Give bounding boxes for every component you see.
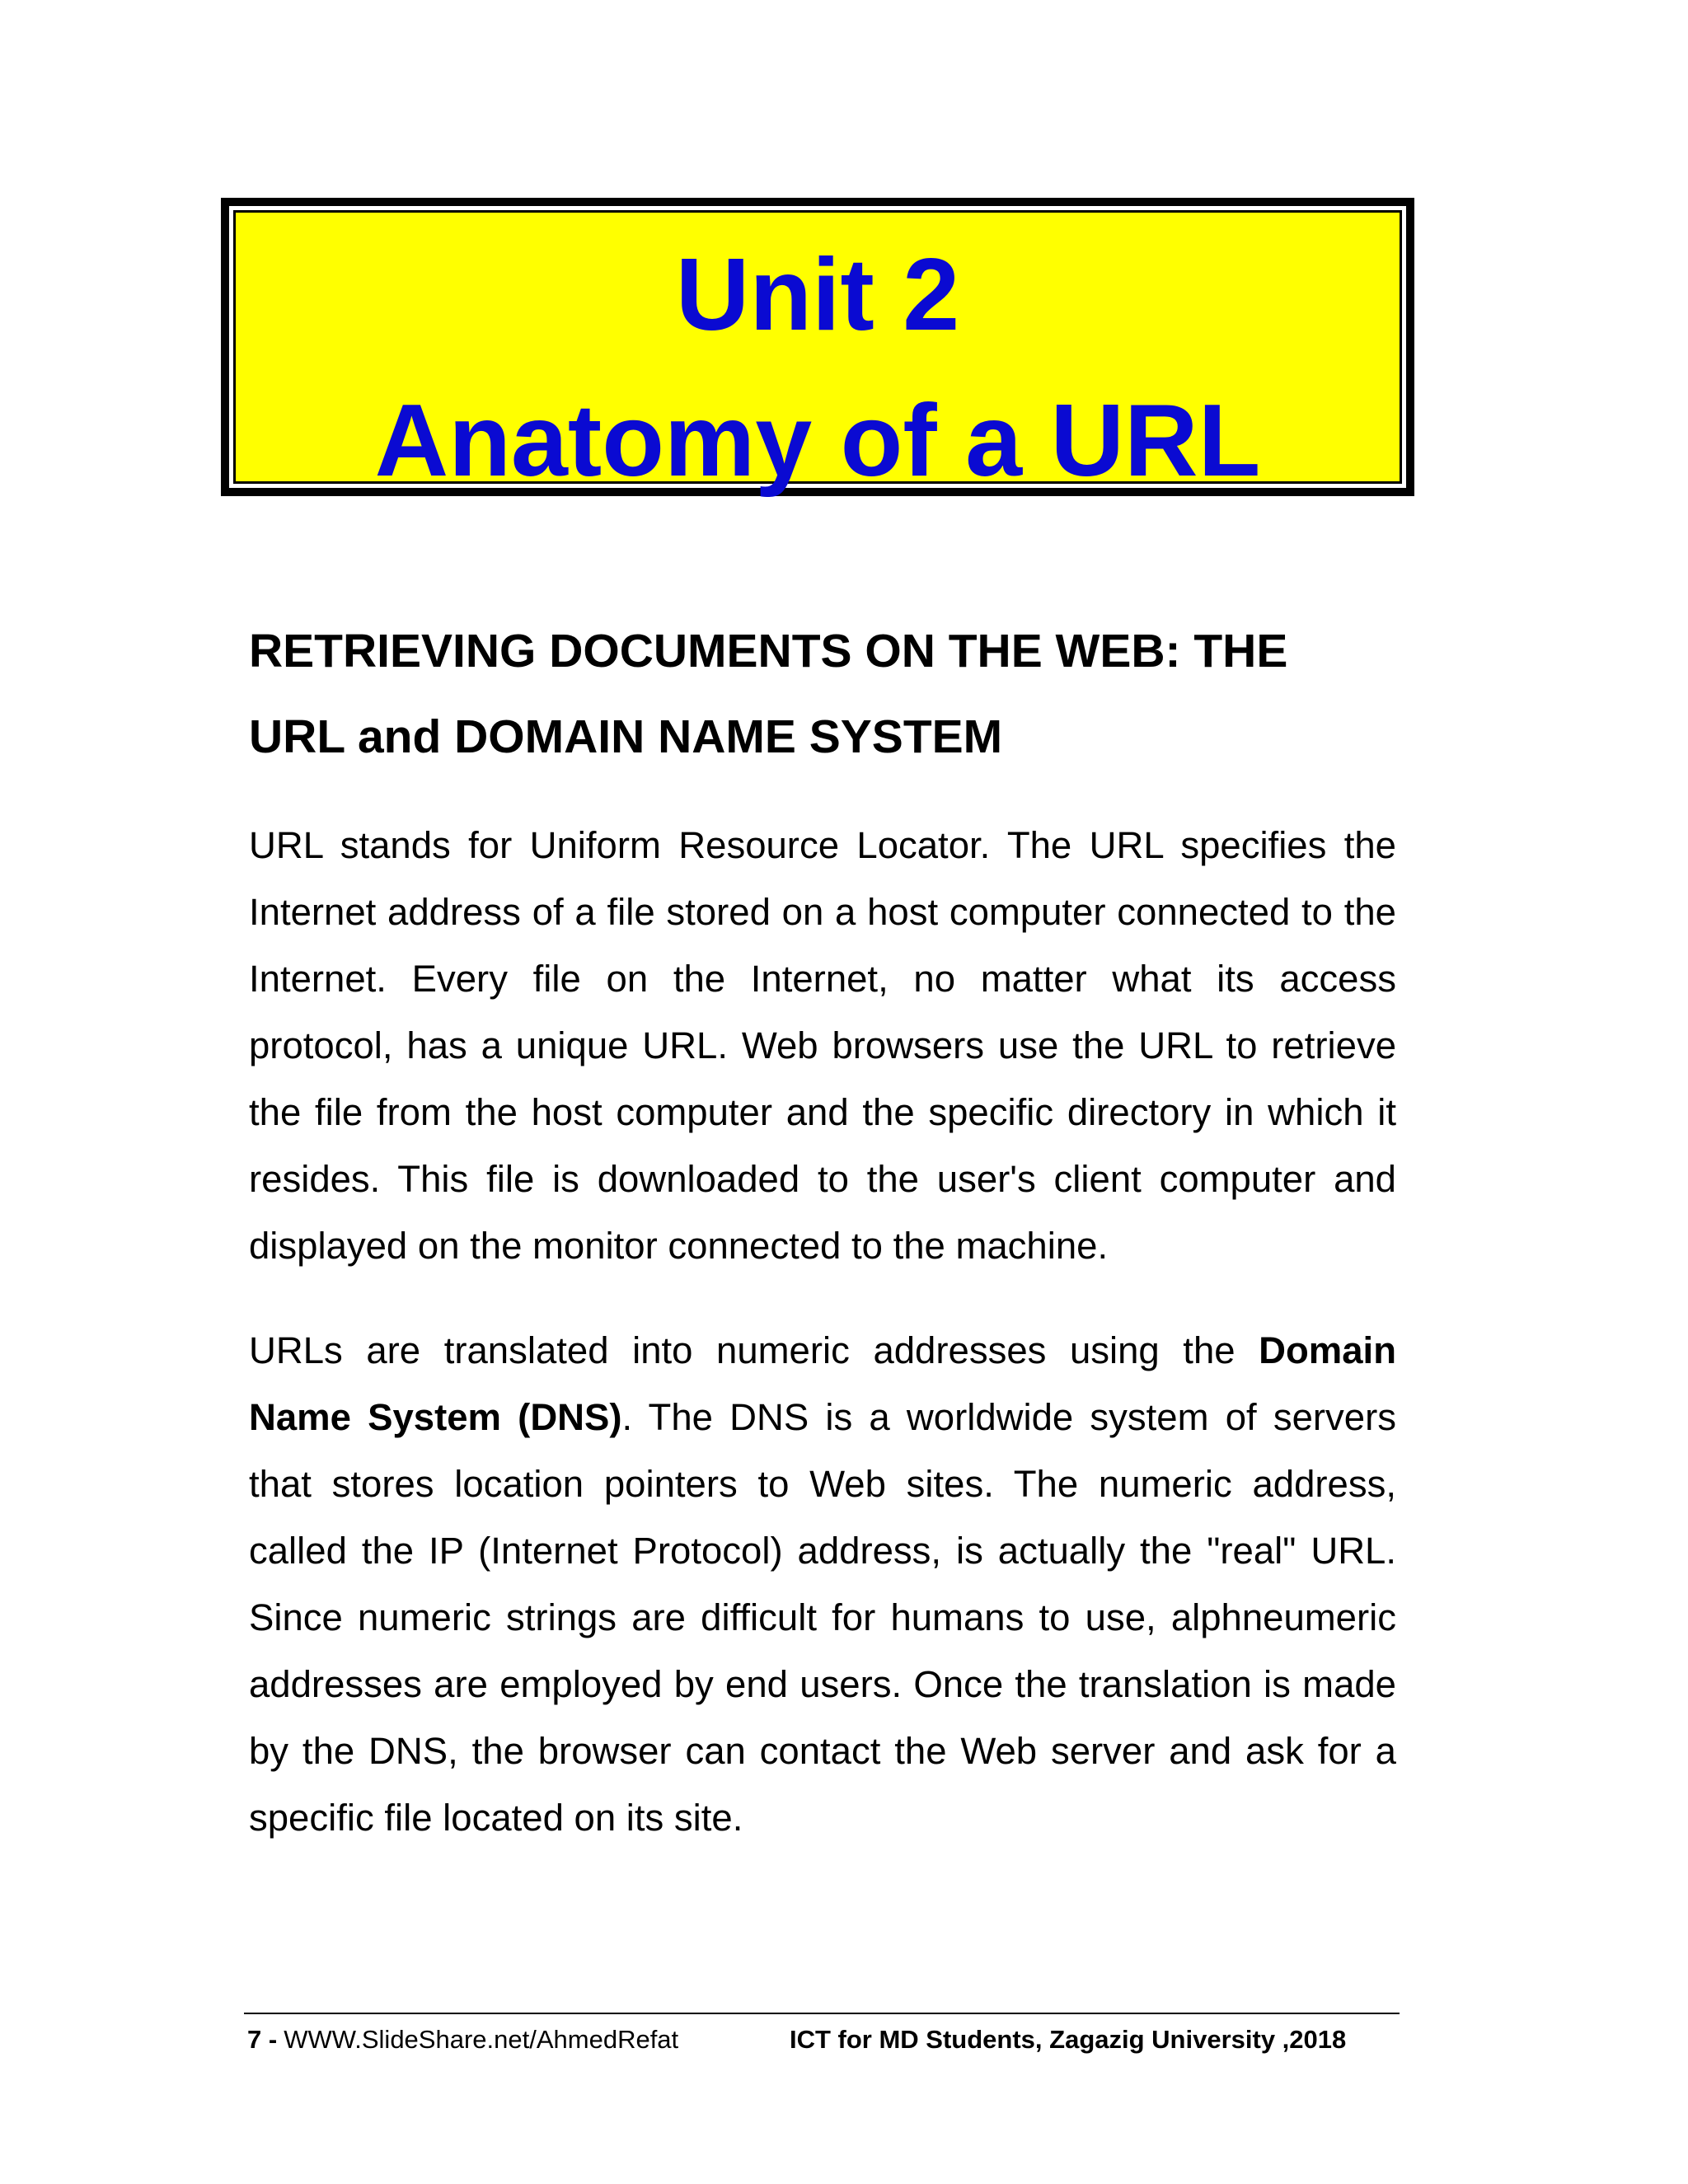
paragraph-dns-body: . The DNS is a worldwide system of servers that stores location pointers to Web sites. The numeric address, called the IP (Internet Protocol) address, is actually the "real" URL. Since numeric strings are difficult for humans to use, alphneumeric addresses are employed by end users. Once the translation is made by the DNS, the browser can contact the Web server and ask for a specific file located on its site. (249, 1396, 1396, 1839)
footer-divider (244, 2013, 1400, 2014)
unit-title-box-inner (233, 210, 1402, 498)
page-footer (247, 2019, 1401, 2060)
section-heading (249, 608, 1403, 780)
paragraph-url-definition: URL stands for Uniform Resource Locator. The URL specifies the Internet address of a file stored on a host computer connected to the Internet. Every file on the Internet, no matter what its access protocol, has a unique URL. Web browsers use the URL to retrieve the file from the host computer and the specific directory in which it resides. This file is downloaded to the user's client computer and displayed on the monitor connected to the machine. (249, 824, 1396, 1267)
section-heading-line-2: URL and DOMAIN NAME SYSTEM (249, 710, 1003, 763)
page-number: 7 - (247, 2025, 278, 2054)
section-heading-line-1: RETRIEVING DOCUMENTS ON THE WEB: THE (249, 625, 1288, 677)
paragraph-dns (249, 1317, 1396, 1851)
footer-course: ICT for MD Students, Zagazig University ,2018 (790, 2025, 1347, 2054)
paragraph-dns-intro: URLs are translated into numeric addresses using the (249, 1329, 1259, 1371)
footer-site-link: WWW.SlideShare.net/AhmedRefat (284, 2025, 679, 2054)
unit-title: Anatomy of a URL (374, 384, 1261, 498)
unit-title-box (221, 198, 1414, 496)
unit-number: Unit 2 (675, 238, 960, 352)
dns-term: Domain Name System (DNS) (249, 1329, 1396, 1438)
